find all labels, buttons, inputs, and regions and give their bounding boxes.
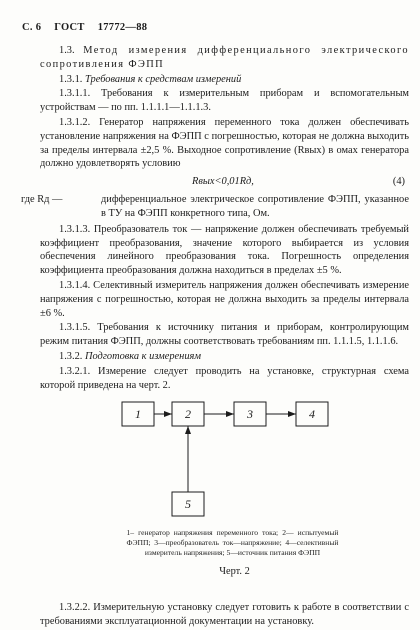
page-header <box>22 22 157 33</box>
block-2-label: 2 <box>185 407 191 422</box>
standard-number: 17772—88 <box>97 22 148 33</box>
section-title: Подготовка к измерениям <box>85 350 201 362</box>
paragraph-1-3-1-2: 1.3.1.2. Генератор напряжения переменного тока должен обеспечивать установление напряжения на ФЭПП с погрешностью, которая не должна выходить за пределы интервала ±2,5 %. Выходное сопротивление (Rвых) в омах генератора должно удовлетворять условию <box>40 116 409 170</box>
section-title: Требования к средствам измерений <box>85 73 242 85</box>
section-number: 1.3. <box>59 45 75 56</box>
figure-label: Черт. 2 <box>219 566 250 578</box>
formula-expression: Rвых<0,01Rд, <box>192 176 254 188</box>
where-label: где Rд — <box>21 194 63 206</box>
paragraph-1-3-2-2: 1.3.2.2. Измерительную установку следует готовить к работе в соответствии с требованиями эксплуатационной документации на установку. <box>40 601 409 627</box>
page-number: С. 6 <box>22 22 42 33</box>
paragraph-1-3-1-4: 1.3.1.4. Селективный измеритель напряжения должен обеспечивать измерение напряжения с погрешностью, которая не должна выходить за пределы интервала ±6 %. <box>40 279 409 319</box>
formula-4 <box>40 175 409 191</box>
document-body <box>21 44 409 630</box>
section-number: 1.3.2. <box>59 350 83 362</box>
block-1-label: 1 <box>135 407 141 422</box>
where-text: дифференциальное электрическое сопротивление ФЭПП, указанное в ТУ на ФЭПП конкретного типа, Ом. <box>101 194 409 219</box>
section-1-3-2-heading <box>40 350 409 364</box>
paragraph-1-3-1-1: 1.3.1.1. Требования к измерительным приборам и вспомогательным устройствам — по пп. 1.1.1.1—1.1.1.3. <box>40 88 409 114</box>
block-5-label: 5 <box>185 497 191 512</box>
paragraph-1-3-1-3: 1.3.1.3. Преобразователь ток — напряжение должен обеспечивать требуемый коэффициент преобразования, значение которого выбирается из условия обеспечения линейного преобразования тока. Погрешность определения коэффициента преобразования должна находиться в пределах ±5 %. <box>40 223 409 277</box>
block-3-label: 3 <box>247 407 253 422</box>
standard-name: ГОСТ <box>54 22 85 33</box>
section-number: 1.3.1. <box>59 73 83 85</box>
section-1-3-1-heading <box>40 73 409 87</box>
figure-caption: 1– генератор напряжения переменного тока; 2— испытуемый ФЭПП; 3—преобразователь ток—напряжение; 4—селективный измеритель напряжения; 5—источник питания ФЭПП <box>126 528 339 557</box>
paragraph-1-3-2-1: 1.3.2.1. Измерение следует проводить на установке, структурная схема которой приведена на черт. 2. <box>40 365 409 391</box>
block-diagram-svg <box>40 396 409 528</box>
block-4-label: 4 <box>309 407 315 422</box>
block-diagram <box>40 396 409 528</box>
paragraph-1-3-1-5: 1.3.1.5. Требования к источнику питания и приборам, контролирующим режим питания ФЭПП, должны соответствовать требованиям пп. 1.1.1.5, 1.1.1.6. <box>40 322 409 348</box>
where-clause <box>21 193 409 221</box>
section-title: Метод измерения дифференциального электрического сопротивления ФЭПП <box>40 45 409 70</box>
formula-number: (4) <box>392 176 405 188</box>
section-1-3-heading <box>40 44 409 72</box>
